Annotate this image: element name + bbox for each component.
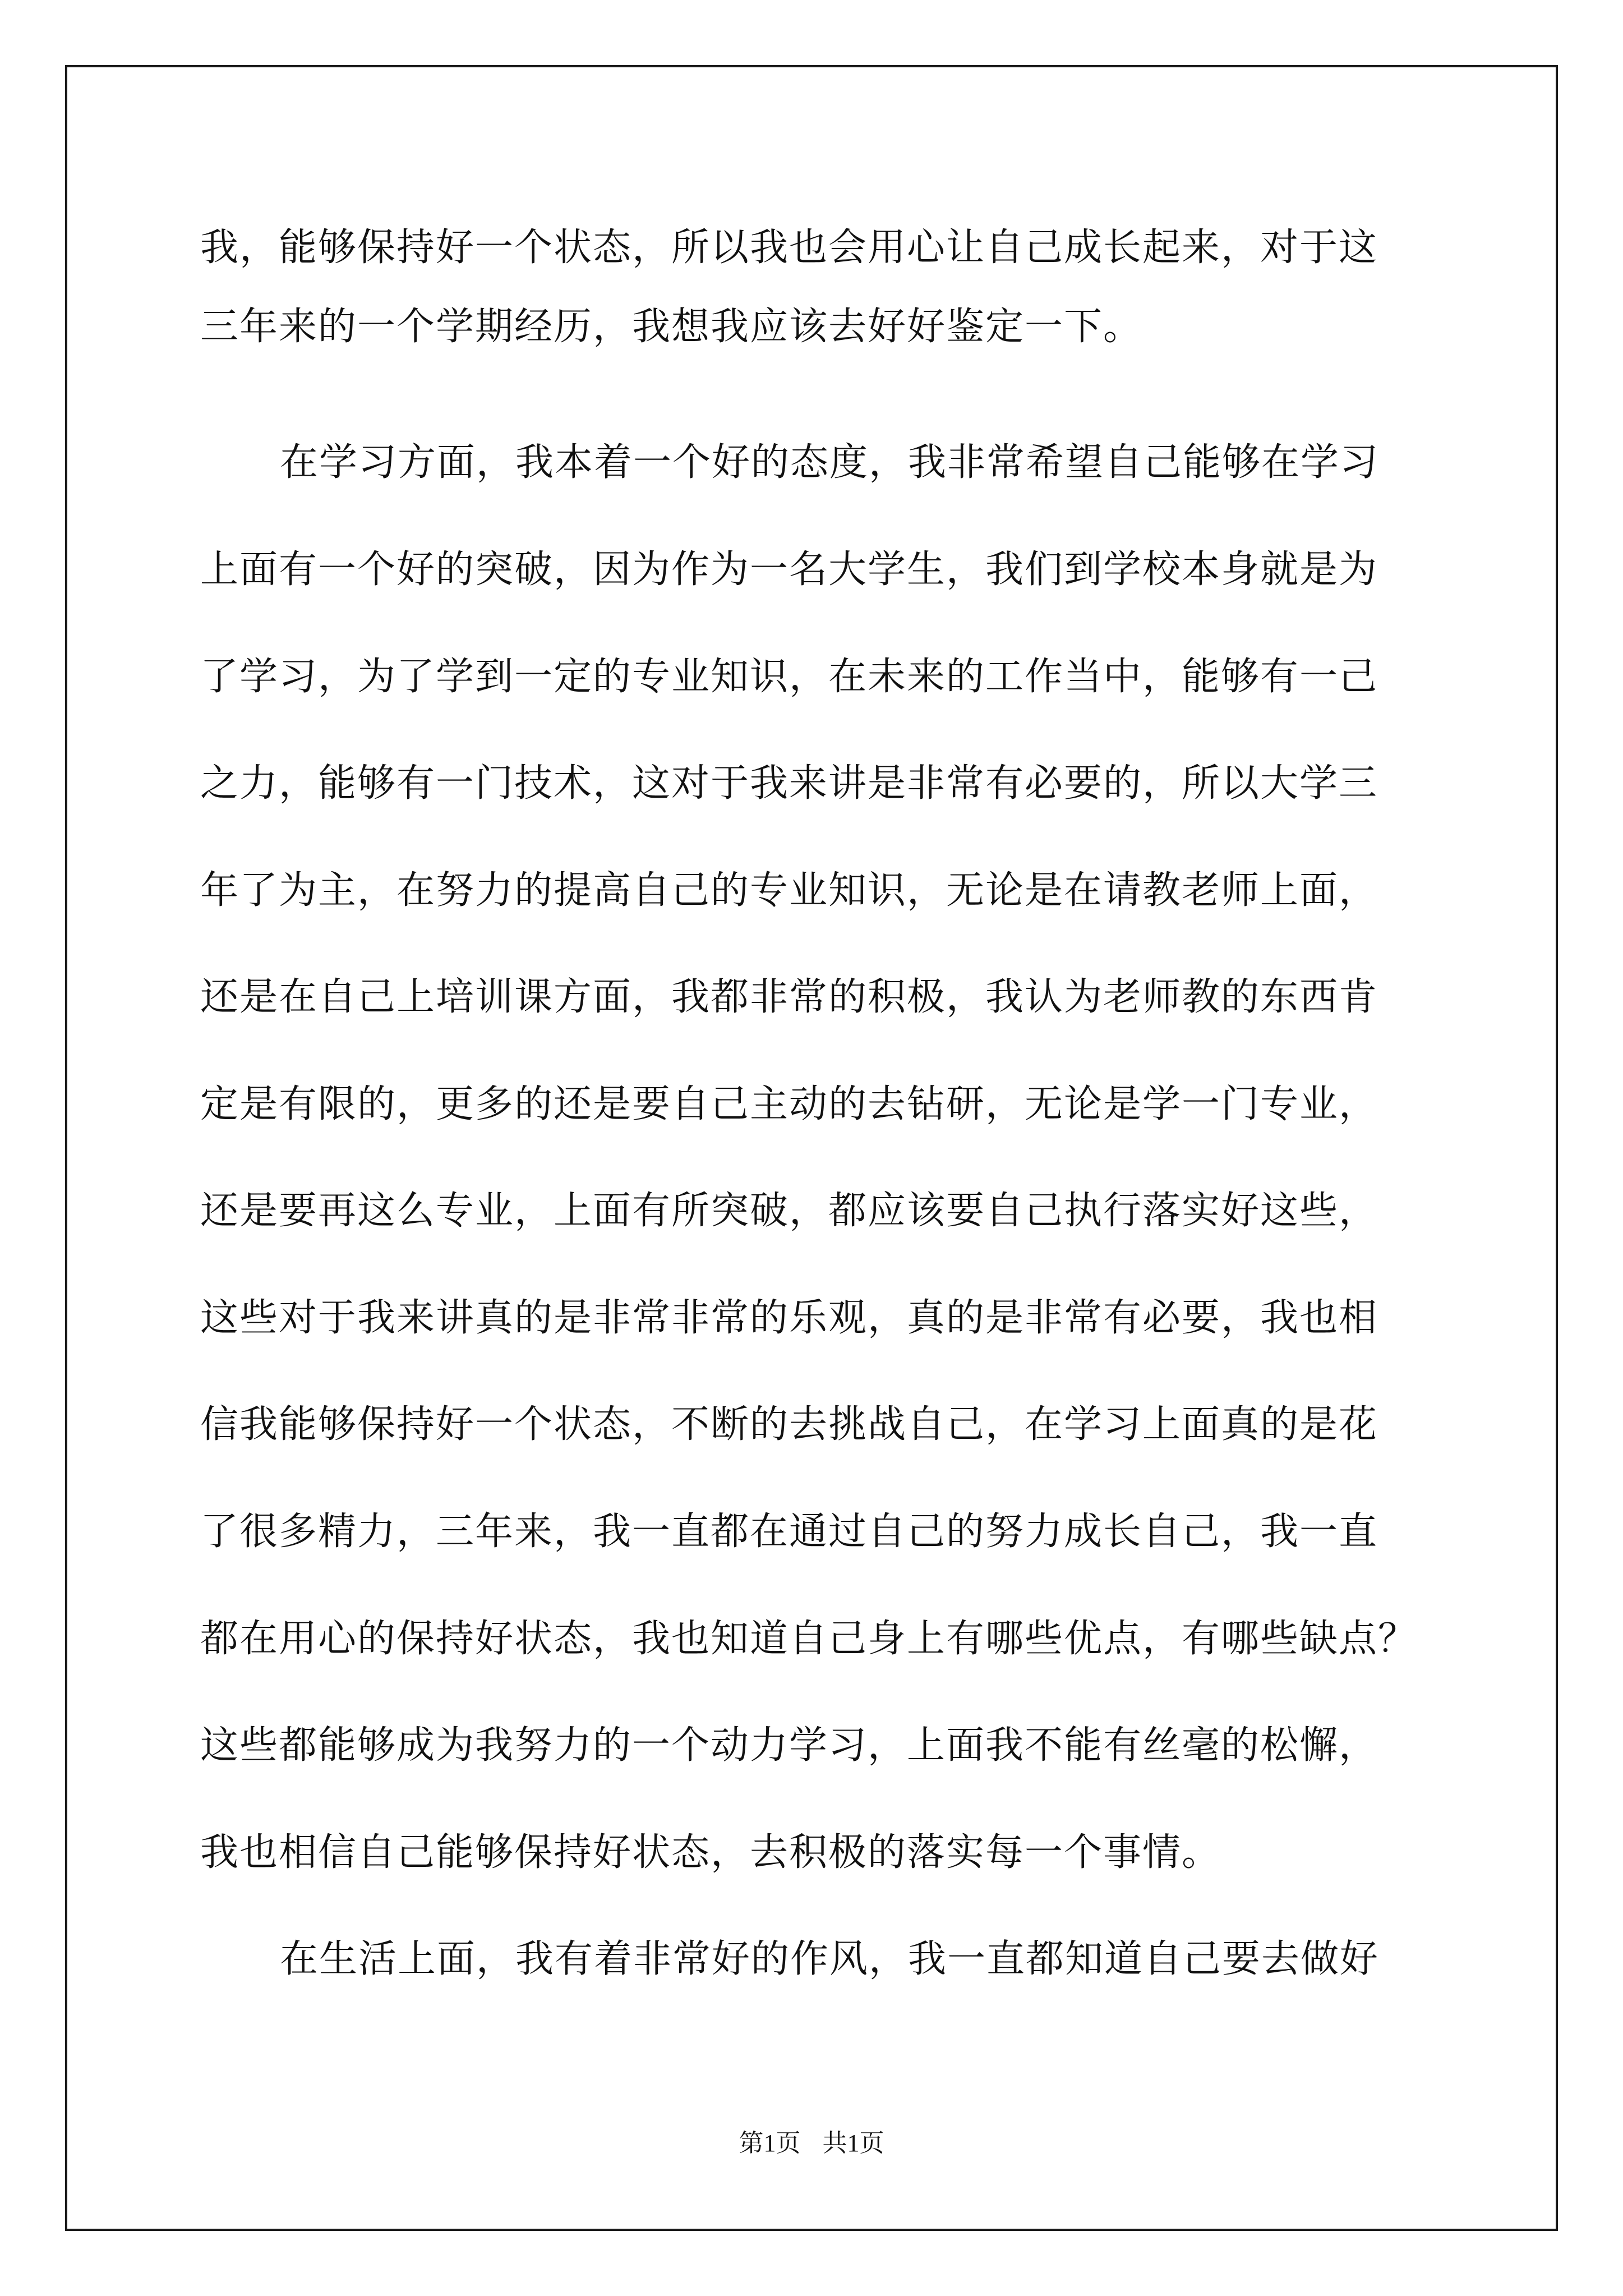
text-line-8: 还是在自己上培训课方面，我都非常的积极，我认为老师教的东西肯 — [200, 975, 1378, 1019]
text-line-5: 了学习，为了学到一定的专业知识，在未来的工作当中，能够有一己 — [200, 655, 1378, 699]
text-line-14: 都在用心的保持好状态，我也知道自己身上有哪些优点，有哪些缺点？ — [200, 1617, 1418, 1661]
text-line-15: 这些都能够成为我努力的一个动力学习，上面我不能有丝毫的松懈， — [200, 1723, 1378, 1768]
text-line-13: 了很多精力，三年来，我一直都在通过自己的努力成长自己，我一直 — [200, 1510, 1378, 1554]
text-line-11: 这些对于我来讲真的是非常非常的乐观，真的是非常有必要，我也相 — [200, 1296, 1378, 1340]
text-line-1: 我，能够保持好一个状态，所以我也会用心让自己成长起来，对于这 — [200, 226, 1378, 270]
text-line-9: 定是有限的，更多的还是要自己主动的去钻研，无论是学一门专业， — [200, 1082, 1378, 1126]
page-footer — [0, 2123, 1623, 2159]
text-line-6: 之力，能够有一门技术，这对于我来讲是非常有必要的，所以大学三 — [200, 761, 1378, 806]
text-line-3: 在学习方面，我本着一个好的态度，我非常希望自己能够在学习 — [280, 440, 1380, 485]
text-line-17: 在生活上面，我有着非常好的作风，我一直都知道自己要去做好 — [280, 1937, 1380, 1981]
text-line-10: 还是要再这么专业，上面有所突破，都应该要自己执行落实好这些， — [200, 1189, 1378, 1233]
text-line-2: 三年来的一个学期经历，我想我应该去好好鉴定一下。 — [200, 305, 1143, 349]
text-line-4: 上面有一个好的突破，因为作为一名大学生，我们到学校本身就是为 — [200, 547, 1378, 592]
text-line-12: 信我能够保持好一个状态，不断的去挑战自己，在学习上面真的是花 — [200, 1402, 1378, 1447]
text-line-16: 我也相信自己能够保持好状态，去积极的落实每一个事情。 — [200, 1830, 1221, 1875]
page-border — [65, 65, 1558, 2231]
text-line-7: 年了为主，在努力的提高自己的专业知识，无论是在请教老师上面， — [200, 868, 1378, 913]
page-total: 共1页 — [822, 2129, 884, 2157]
page-number: 第1页 — [739, 2129, 801, 2157]
